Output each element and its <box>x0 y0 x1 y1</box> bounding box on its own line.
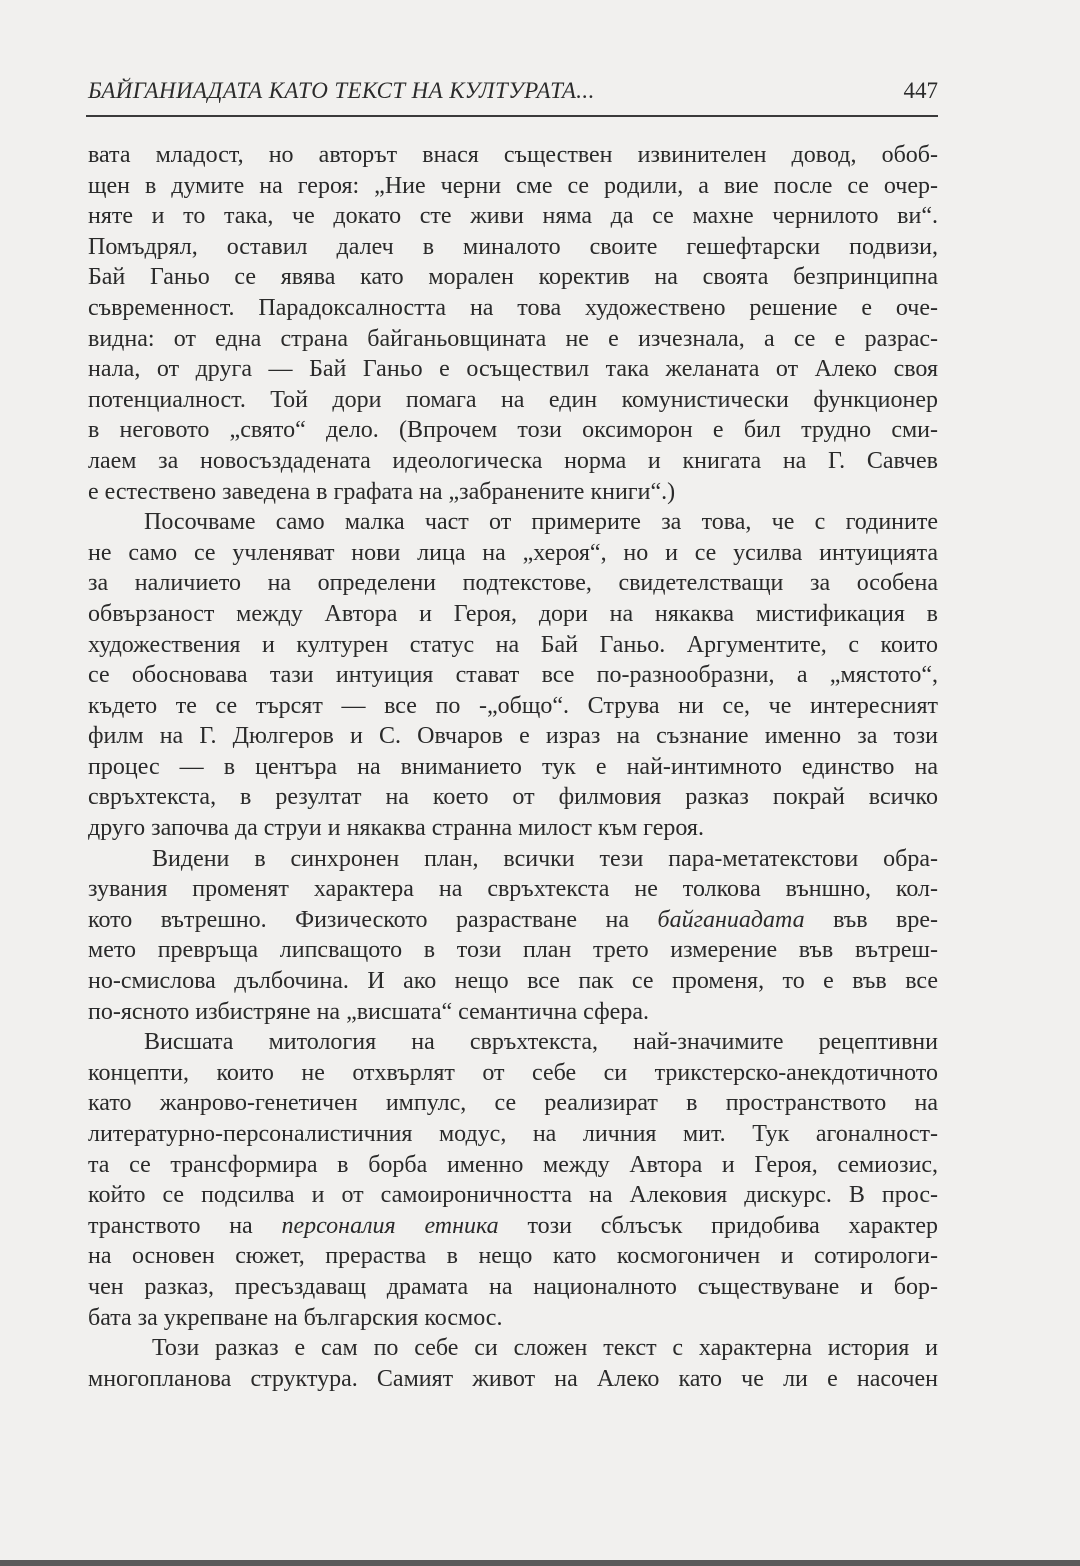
text-line: щен в думите на героя: „Ние черни сме се родили, а вие после се очер- <box>88 172 938 199</box>
text-line-with-emphasis <box>88 905 938 936</box>
paragraph-last-line: е естествено заведена в графата на „забранените книги“.) <box>88 478 676 505</box>
text-line: не само се учленяват нови лица на „хероя“, но и се усилва интуицията <box>88 539 938 566</box>
text-line: зувания променят характера на свръхтекста не толкова външно, кол- <box>88 876 938 903</box>
text-line: Бай Ганьо се явява като морален коректив на своята безпринципна <box>88 264 938 291</box>
body-text <box>88 140 938 1394</box>
running-head <box>88 78 938 118</box>
text-line: та се трансформира в борба именно между Автора и Героя, семиозис, <box>88 1151 938 1178</box>
text-line: свръхтекста, в резултат на което от филмовия разказ покрай всичко <box>88 784 938 811</box>
page-number: 447 <box>903 78 938 103</box>
text-line: обвързаност между Автора и Героя, дори на някаква мистификация в <box>88 600 938 627</box>
text-line: който се подсилва и от самоироничността на Алековия дискурс. В прос- <box>88 1182 938 1209</box>
text-line: където те се търсят — все по -„общо“. Струва ни се, че интересният <box>88 692 938 719</box>
text-line: многопланова структура. Самият живот на Алеко като че ли е насочен <box>88 1365 938 1392</box>
text-line: видна: от една страна байганьовщината не е изчезнала, а се е разрас- <box>88 325 938 352</box>
text-line: на основен сюжет, прераства в нещо като космогоничен и сотирологи- <box>88 1243 938 1270</box>
text-line: художествения и културен статус на Бай Ганьо. Аргументите, с които <box>88 631 938 658</box>
text-line: за наличието на определени подтекстове, свидетелстващи за особена <box>88 570 938 597</box>
paragraph-first-line: Видени в синхронен план, всички тези пара-метатекстови обра- <box>152 845 938 872</box>
paragraph-last-line: друго започва да струи и някаква странна милост към героя. <box>88 815 704 842</box>
text-line: в неговото „свято“ дело. (Впрочем този оксиморон е бил трудно сми- <box>88 417 938 444</box>
text-line: литературно-персоналистичния модус, на личния мит. Тук агоналност- <box>88 1121 938 1147</box>
text-line: Помъдрял, оставил далеч в миналото своите гешефтарски подвизи, <box>88 233 938 260</box>
scan-bottom-edge <box>0 1560 1080 1566</box>
paragraph-last-line: бата за укрепване на българския космос. <box>88 1304 503 1331</box>
text-line: но-смислова дълбочина. И ако нещо все пак се променя, то е във все <box>88 968 938 995</box>
paragraph-first-line: Висшата митология на свръхтекста, най-значимите рецептивни <box>144 1029 938 1056</box>
text-line: чен разказ, пресъздаващ драмата на националното съществуване и бор- <box>88 1273 938 1300</box>
text-line: се обосновава тази интуиция стават все по-разнообразни, а „мястото“, <box>88 662 938 689</box>
paragraph-first-line: Този разказ е сам по себе си сложен текст с характерна история и <box>152 1335 938 1362</box>
emphasized-term: байганиадата <box>657 906 805 933</box>
text-line: филм на Г. Дюлгеров и С. Овчаров е израз на съзнание именно за този <box>88 723 938 750</box>
text-line: няте и то така, че докато сте живи няма да се махне чернилото ви“. <box>88 203 938 230</box>
running-title: БАЙГАНИАДАТА КАТО ТЕКСТ НА КУЛТУРАТА... <box>88 78 595 103</box>
text-fragment: кото вътрешно. Физическото разрастване на <box>88 906 658 933</box>
text-line-with-emphasis <box>88 1211 938 1242</box>
text-line: като жанрово-генетичен импулс, се реализират в пространството на <box>88 1090 938 1117</box>
text-line: съвременност. Парадоксалността на това художествено решение е оче- <box>88 294 938 321</box>
text-fragment: този сблъсък придобива характер <box>498 1212 938 1239</box>
text-line: нала, от друга — Бай Ганьо е осъществил така желаната от Алеко своя <box>88 356 938 383</box>
text-line: процес — в центъра на вниманието тук е най-интимното единство на <box>88 753 938 780</box>
text-fragment: във вре- <box>804 906 938 933</box>
paragraph-first-line: Посочваме само малка част от примерите за това, че с годините <box>144 509 938 536</box>
text-line: лаем за новосъздадената идеологическа норма и книгата на Г. Савчев <box>88 447 938 474</box>
paragraph-last-line: по-ясното избистряне на „висшата“ семантична сфера. <box>88 998 649 1025</box>
emphasized-term: персоналия етника <box>281 1212 499 1239</box>
header-rule <box>86 115 938 117</box>
text-fragment: транството на <box>88 1212 282 1239</box>
text-line: мето превръща липсващото в този план трето измерение във вътреш- <box>88 937 938 964</box>
text-line: концепти, които не отхвърлят от себе си трикстерско-анекдотичното <box>88 1059 938 1086</box>
text-line: потенциалност. Той дори помага на един комунистически функционер <box>88 386 938 413</box>
text-line: вата младост, но авторът внася съществен извинителен довод, обоб- <box>88 142 938 168</box>
